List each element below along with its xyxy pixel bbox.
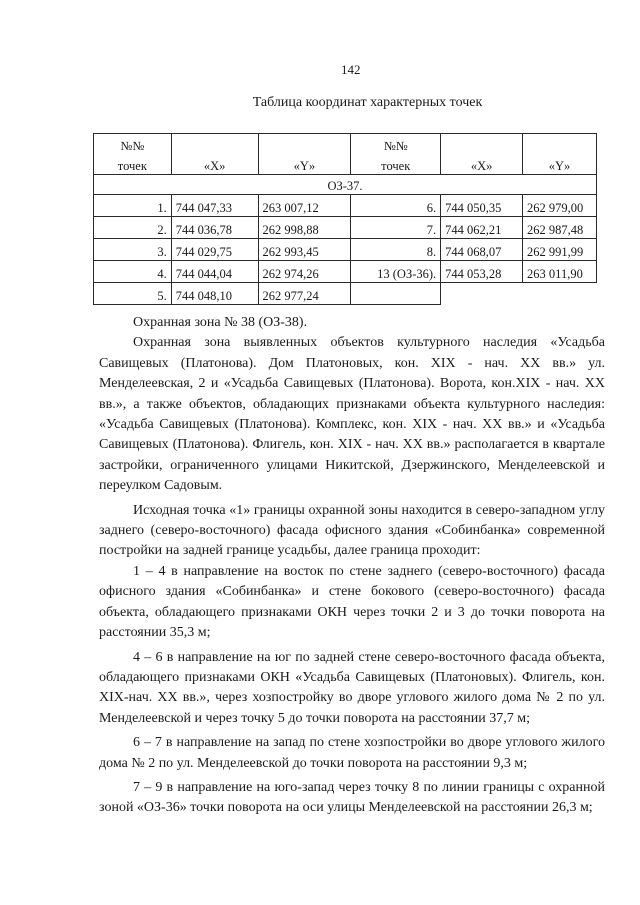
zone-label: ОЗ-37. (94, 175, 597, 195)
paragraph: Охранная зона выявленных объектов культурного наследия «Усадьба Савищевых (Платонова). Дом Платоновых, кон. XIX - нач. XX вв.» ул. Менделеевская, 2 и «Усадьба Савищевых (Платонова). Ворота, кон.XIX - нач. XX вв.», а также объектов, обладающих признаками объекта культурного наследия: «Усадьба Савищевых (Платонова). Комплекс, кон. XIX - нач. XX вв.» и «Усадьба Савищевых (Платонова). Флигель, кон. XIX - нач. XX вв.» располагается в квартале застройки, ограниченного улицами Никитской, Дзержинского, Менделеевской и переулком Садовым. (99, 335, 605, 494)
y-value: 262 993,45 (258, 239, 351, 261)
zone-heading: Охранная зона № 38 (ОЗ-38). (133, 315, 308, 330)
table-row (94, 239, 597, 261)
point-number: 6. (351, 195, 441, 217)
table-header-row (94, 134, 597, 155)
y-value: 262 979,00 (523, 195, 597, 217)
paragraph: 6 – 7 в направление на запад по стене хозпостройки во дворе углового жилого дома № 2 по ул. Менделеевской до точки поворота на расстоянии 9,3 м; (99, 735, 605, 771)
header-num-line1: №№ (94, 134, 172, 155)
document-body (99, 313, 605, 819)
x-value: 744 047,33 (171, 195, 258, 217)
header-num-line2: точек (351, 154, 441, 175)
x-value (441, 283, 523, 305)
point-number (351, 283, 441, 305)
x-value: 744 044,04 (171, 261, 258, 283)
point-number: 4. (94, 261, 172, 283)
y-value: 263 011,90 (523, 261, 597, 283)
point-number: 2. (94, 217, 172, 239)
point-number: 1. (94, 195, 172, 217)
header-num-line1: №№ (351, 134, 441, 155)
table-row (94, 261, 597, 283)
y-value (523, 283, 597, 305)
point-number: 13 (ОЗ-36). (351, 261, 441, 283)
x-value: 744 036,78 (171, 217, 258, 239)
header-y: «Y» (523, 154, 597, 175)
point-number: 7. (351, 217, 441, 239)
point-number: 8. (351, 239, 441, 261)
x-value: 744 048,10 (171, 283, 258, 305)
header-x: «X» (441, 154, 523, 175)
page-number: 142 (341, 62, 361, 77)
x-value: 744 053,28 (441, 261, 523, 283)
paragraph: Исходная точка «1» границы охранной зоны находится в северо-западном углу заднего (северо-восточного) фасада офисного здания «Собинбанка» современной постройки на задней границе усадьбы, далее граница проходит: (99, 502, 605, 559)
table-row (94, 283, 597, 305)
y-value: 262 974,26 (258, 261, 351, 283)
table-header-row (94, 154, 597, 175)
x-value: 744 050,35 (441, 195, 523, 217)
zone-row (94, 175, 597, 195)
paragraph: 1 – 4 в направление на восток по стене заднего (северо-восточного) фасада офисного здания «Собинбанка» и стене бокового (северо-восточного) фасада объекта, обладающего признаками ОКН через точки 2 и 3 до точки поворота на расстоянии 35,3 м; (99, 563, 605, 641)
paragraph: 4 – 6 в направление на юг по задней стене северо-восточного фасада объекта, обладающего признаками ОКН «Усадьба Савищевых (Платоновых). Флигель, кон. XIX-нач. XX вв.», через хозпостройку во дворе углового жилого дома № 2 по ул. Менделеевской и через точку 5 до точки поворота на расстоянии 37,7 м; (99, 649, 605, 726)
paragraph: 7 – 9 в направление на юго-запад через точку 8 по линии границы с охранной зоной «ОЗ-36» точки поворота на оси улицы Менделеевской на расстоянии 26,3 м; (99, 779, 605, 816)
y-value: 262 991,99 (523, 239, 597, 261)
coordinates-table (93, 133, 597, 305)
table-row (94, 195, 597, 217)
point-number: 3. (94, 239, 172, 261)
header-num-line2: точек (94, 154, 172, 175)
header-x: «X» (171, 154, 258, 175)
y-value: 262 987,48 (523, 217, 597, 239)
x-value: 744 068,07 (441, 239, 523, 261)
y-value: 262 977,24 (258, 283, 351, 305)
header-y: «Y» (258, 154, 351, 175)
y-value: 262 998,88 (258, 217, 351, 239)
y-value: 263 007,12 (258, 195, 351, 217)
table-title: Таблица координат характерных точек (252, 95, 483, 110)
table-row (94, 217, 597, 239)
x-value: 744 062,21 (441, 217, 523, 239)
point-number: 5. (94, 283, 172, 305)
x-value: 744 029,75 (171, 239, 258, 261)
